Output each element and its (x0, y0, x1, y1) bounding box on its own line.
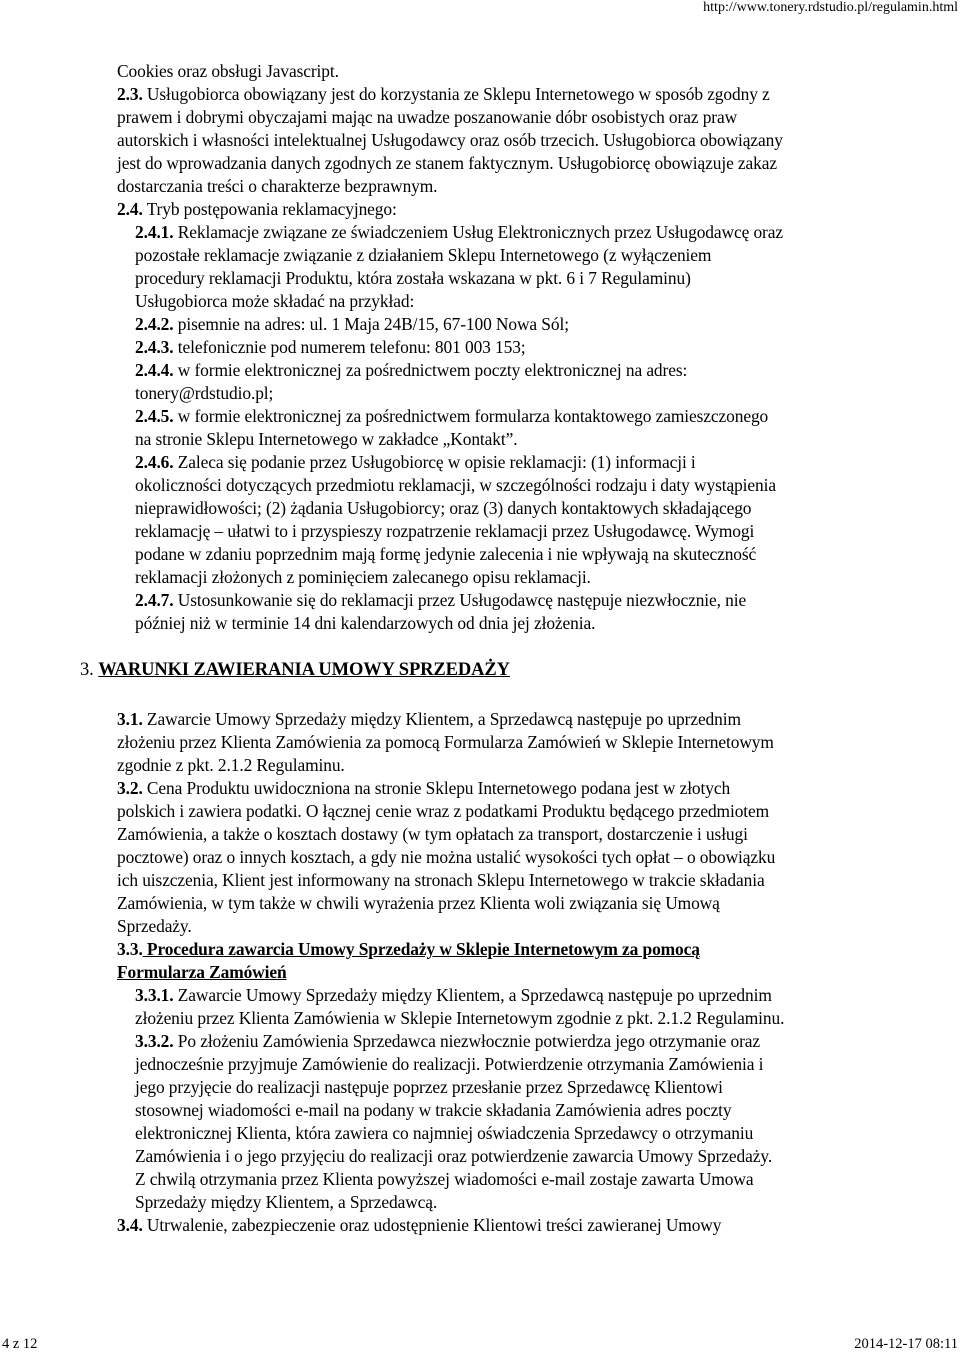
text-line (135, 267, 691, 290)
text-line (117, 869, 765, 892)
line-text: złożeniu przez Klienta Zamówienia za pomocą Formularza Zamówień w Sklepie Internetowym (117, 732, 774, 752)
text-line (135, 1168, 753, 1191)
clause-number: 2.4.5. (135, 406, 174, 426)
line-text: Cena Produktu uwidoczniona na stronie Sklepu Internetowego podana jest w złotych (142, 778, 731, 798)
text-line (117, 892, 720, 915)
line-text: nieprawidłowości; (2) żądania Usługobiorcy; oraz (3) danych kontaktowych składającego (135, 498, 752, 518)
section-number: 3. (80, 660, 99, 680)
line-text: pisemnie na adres: ul. 1 Maja 24B/15, 67-100 Nowa Sól; (173, 314, 569, 334)
text-line (117, 60, 339, 83)
line-text: polskich i zawiera podatki. O łącznej cenie wraz z podatkami Produktu będącego przedmiotem (117, 801, 770, 821)
text-line (117, 175, 437, 198)
line-text: jego przyjęcie do realizacji następuje poprzez przesłanie przez Sprzedawcę Klientowi (135, 1077, 723, 1097)
clause-number: 2.4.3. (135, 337, 174, 357)
line-text: telefonicznie pod numerem telefonu: 801 003 153; (173, 337, 526, 357)
text-line (117, 83, 770, 106)
text-line (135, 1145, 772, 1168)
clause-number: 3.2. (117, 778, 143, 798)
print-datetime: 2014-12-17 08:11 (854, 1336, 958, 1352)
text-line (117, 823, 748, 846)
text-line (135, 1030, 760, 1053)
line-text: Usługobiorca obowiązany jest do korzystania ze Sklepu Internetowego w sposób zgodny z (142, 84, 770, 104)
text-line (135, 221, 783, 244)
line-text: autorskich i własności intelektualnej Usługodawcy oraz osób trzecich. Usługobiorca obowiązany (117, 130, 783, 150)
clause-number: 2.4.4. (135, 360, 174, 380)
text-line (117, 198, 397, 221)
line-text: później niż w terminie 14 dni kalendarzowych od dnia jej złożenia. (135, 613, 596, 633)
line-text: Tryb postępowania reklamacyjnego: (142, 199, 397, 219)
text-line (117, 754, 345, 777)
line-text: okoliczności dotyczących przedmiotu reklamacji, w szczególności rodzaju i daty wystąpienia (135, 475, 776, 495)
text-line (135, 244, 711, 267)
text-line (117, 129, 783, 152)
line-text: stosownej wiadomości e-mail na podany w trakcie składania Zamówienia adres poczty (135, 1100, 732, 1120)
text-line (117, 708, 741, 731)
text-line (135, 474, 776, 497)
text-line (135, 382, 273, 405)
text-line (135, 520, 754, 543)
line-text: reklamację – ułatwi to i przyspieszy rozpatrzenie reklamacji przez Usługodawcę. Wymogi (135, 521, 755, 541)
line-text: podane w zdaniu poprzednim mają formę jedynie zalecenia i nie wpływają na skuteczność (135, 544, 757, 564)
line-text: Utrwalenie, zabezpieczenie oraz udostępnienie Klientowi treści zawieranej Umowy (142, 1215, 722, 1235)
text-line (117, 152, 777, 175)
line-text: w formie elektronicznej za pośrednictwem poczty elektronicznej na adres: (173, 360, 688, 380)
text-line (117, 846, 775, 869)
line-text: Ustosunkowanie się do reklamacji przez Usługodawcę następuje niezwłocznie, nie (173, 590, 747, 610)
text-line (135, 1099, 732, 1122)
text-line (135, 984, 772, 1007)
line-text: na stronie Sklepu Internetowego w zakładce „Kontakt”. (135, 429, 518, 449)
line-text: Sprzedaży między Klientem, a Sprzedawcą. (135, 1192, 438, 1212)
text-line (117, 777, 730, 800)
text-line (135, 451, 696, 474)
text-line (117, 106, 737, 129)
line-text: Zamówienia, a także o kosztach dostawy (w tym opłatach za transport, dostarczenie i usługi (117, 824, 748, 844)
line-text: Sprzedaży. (117, 916, 192, 936)
page-url: http://www.tonery.rdstudio.pl/regulamin.html (703, 0, 958, 15)
text-line (135, 589, 746, 612)
text-line (135, 359, 687, 382)
text-line (135, 543, 756, 566)
line-text: Zawarcie Umowy Sprzedaży między Klientem, a Sprzedawcą następuje po uprzednim (142, 709, 741, 729)
line-text: w formie elektronicznej za pośrednictwem formularza kontaktowego zamieszczonego (173, 406, 769, 426)
line-text: dostarczania treści o charakterze bezprawnym. (117, 176, 438, 196)
section-heading: Formularza Zamówień (117, 962, 287, 982)
text-line (135, 313, 569, 336)
text-line (117, 1214, 721, 1237)
line-text: Zawarcie Umowy Sprzedaży między Klientem, a Sprzedawcą następuje po uprzednim (173, 985, 772, 1005)
line-text: zgodnie z pkt. 2.1.2 Regulaminu. (117, 755, 345, 775)
clause-number: 2.4.2. (135, 314, 174, 334)
line-text: pozostałe reklamacje związanie z działaniem Sklepu Internetowego (z wyłączeniem (135, 245, 712, 265)
line-text: jest do wprowadzania danych zgodnych ze stanem faktycznym. Usługobiorcę obowiązuje zakaz (117, 153, 778, 173)
line-text: Reklamacje związane ze świadczeniem Usług Elektronicznych przez Usługodawcę oraz (173, 222, 783, 242)
line-text: elektronicznej Klienta, która zawiera co najmniej oświadczenia Sprzedawcy o otrzymaniu (135, 1123, 754, 1143)
clause-number: 3.3.2. (135, 1031, 174, 1051)
section-heading: WARUNKI ZAWIERANIA UMOWY SPRZEDAŻY (98, 660, 510, 680)
text-line (135, 566, 591, 589)
text-line (117, 731, 774, 754)
clause-number: 2.4. (117, 199, 143, 219)
text-line (80, 659, 510, 682)
text-line (135, 428, 517, 451)
text-line (135, 1191, 437, 1214)
text-line (135, 290, 414, 313)
line-text: Zamówienia i o jego przyjęciu do realizacji oraz potwierdzenie zawarcia Umowy Sprzedaży. (135, 1146, 773, 1166)
clause-number: 2.4.6. (135, 452, 174, 472)
clause-number: 3.1. (117, 709, 143, 729)
text-line (135, 497, 751, 520)
text-line (117, 915, 192, 938)
line-text: Po złożeniu Zamówienia Sprzedawca niezwłocznie potwierdza jego otrzymanie oraz (173, 1031, 761, 1051)
section-heading: Procedura zawarcia Umowy Sprzedaży w Sklepie Internetowym za pomocą (142, 939, 700, 959)
text-line (135, 1007, 784, 1030)
text-line (135, 1053, 763, 1076)
clause-number: 3.3.1. (135, 985, 174, 1005)
clause-number: 2.4.1. (135, 222, 174, 242)
text-line (117, 800, 769, 823)
text-line (117, 961, 287, 984)
line-text: Cookies oraz obsługi Javascript. (117, 61, 339, 81)
line-text: złożeniu przez Klienta Zamówienia w Sklepie Internetowym zgodnie z pkt. 2.1.2 Regulaminu. (135, 1008, 785, 1028)
line-text: tonery@rdstudio.pl; (135, 383, 274, 403)
text-line (135, 336, 526, 359)
line-text: jednocześnie przyjmuje Zamówienie do realizacji. Potwierdzenie otrzymania Zamówienia i (135, 1054, 764, 1074)
text-line (135, 1076, 723, 1099)
line-text: Zamówienia, w tym także w chwili wyrażenia przez Klienta woli związania się Umową (117, 893, 720, 913)
line-text: ich uiszczenia, Klient jest informowany na stronach Sklepu Internetowego w trakcie składania (117, 870, 765, 890)
line-text: Zaleca się podanie przez Usługobiorcę w opisie reklamacji: (1) informacji i (173, 452, 696, 472)
text-line (117, 938, 700, 961)
line-text: Z chwilą otrzymania przez Klienta powyższej wiadomości e-mail zostaje zawarta Umowa (135, 1169, 754, 1189)
line-text: prawem i dobrymi obyczajami mając na uwadze poszanowanie dóbr osobistych oraz praw (117, 107, 738, 127)
line-text: reklamacji złożonych z pominięciem zalecanego opisu reklamacji. (135, 567, 591, 587)
text-line (135, 405, 768, 428)
line-text: Usługobiorca może składać na przykład: (135, 291, 415, 311)
text-line (135, 1122, 753, 1145)
line-text: procedury reklamacji Produktu, która została wskazana w pkt. 6 i 7 Regulaminu) (135, 268, 691, 288)
clause-number: 2.3. (117, 84, 143, 104)
clause-number: 3.3. (117, 939, 143, 959)
clause-number: 2.4.7. (135, 590, 174, 610)
page-number: 4 z 12 (2, 1336, 38, 1352)
text-line (135, 612, 595, 635)
line-text: pocztowe) oraz o innych kosztach, a gdy nie można ustalić wysokości tych opłat – o obowiązku (117, 847, 776, 867)
clause-number: 3.4. (117, 1215, 143, 1235)
